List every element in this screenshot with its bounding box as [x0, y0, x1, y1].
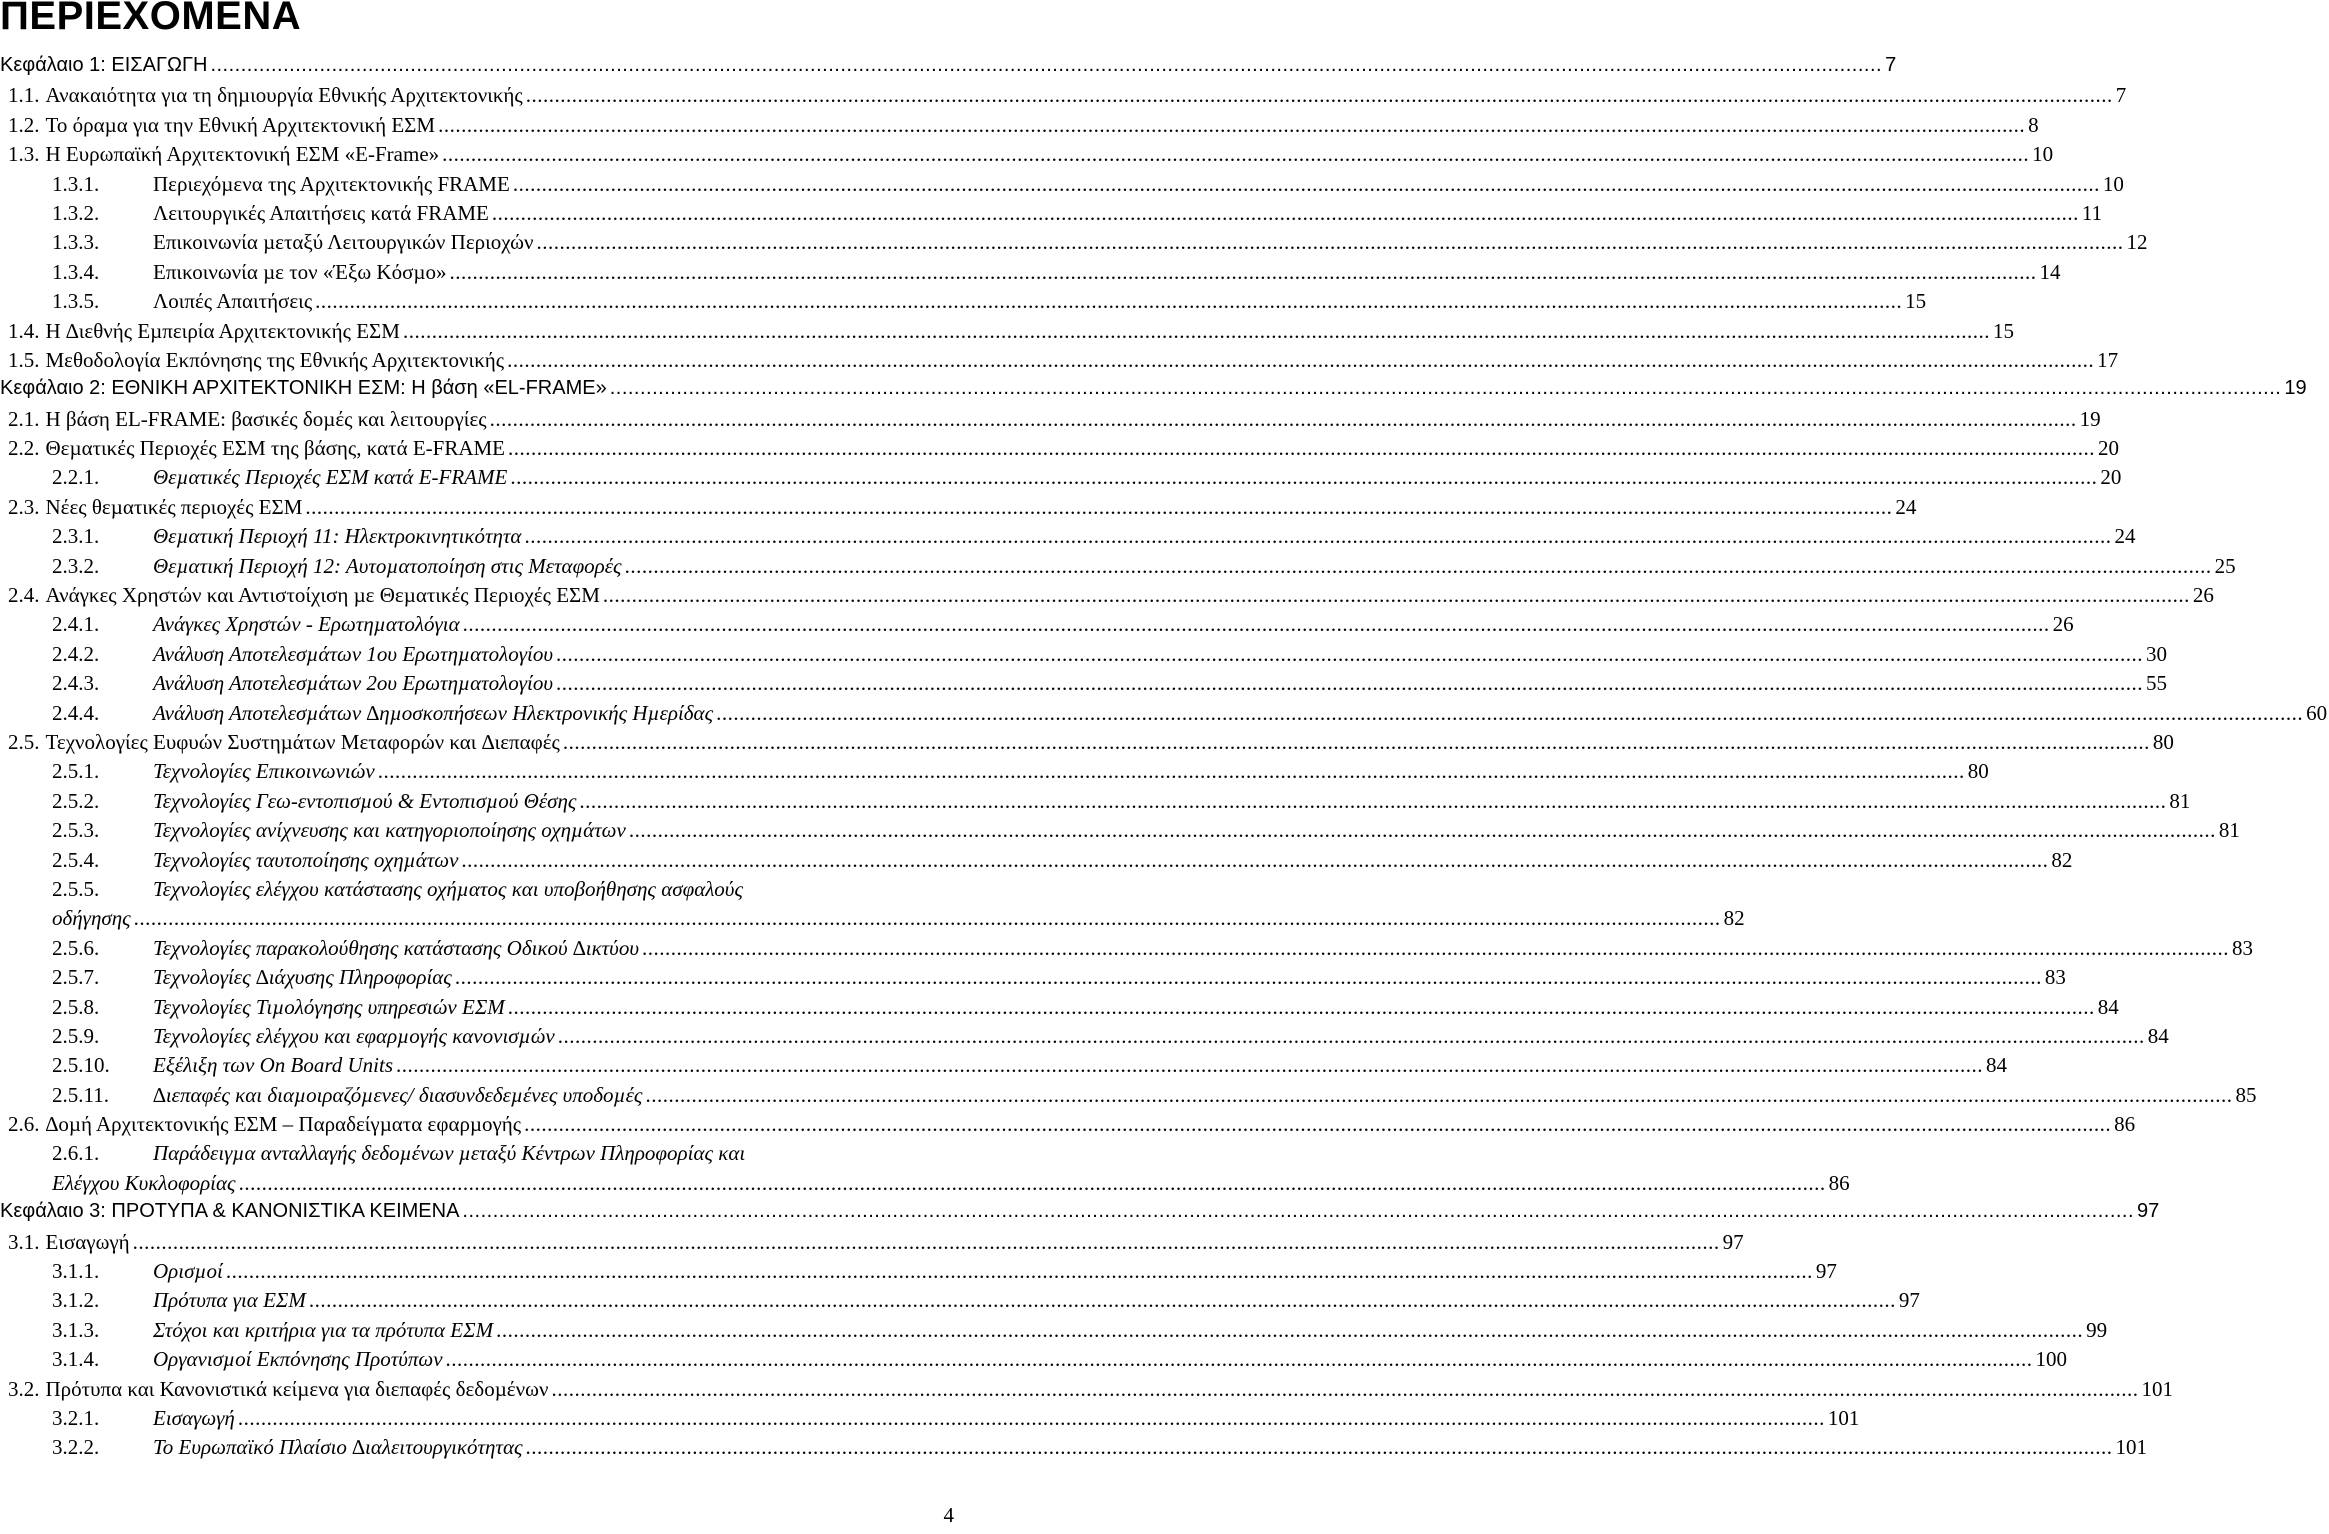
toc-entry-page: 10: [2032, 142, 2054, 167]
toc-entry-page: 85: [2235, 1082, 2257, 1107]
toc-entry-page: 101: [2115, 1435, 2147, 1460]
toc-entry[interactable]: [0, 524, 2136, 553]
toc-entry[interactable]: [0, 465, 2122, 494]
toc-entry-page: 100: [2035, 1347, 2068, 1372]
toc-entry-page: 55: [2145, 671, 2167, 696]
toc-leader-dots: [309, 1288, 1896, 1313]
toc-leader-dots: [378, 759, 1965, 784]
toc-entry-page: 60: [2306, 700, 2328, 725]
toc-entry-number: 3.2.2.: [52, 1435, 100, 1460]
toc-entry[interactable]: [0, 1112, 2136, 1141]
toc-entry-page: 97: [1815, 1259, 1837, 1284]
toc-entry[interactable]: [0, 1141, 960, 1170]
toc-entry-page: 14: [2039, 259, 2061, 284]
toc-entry-number: 2.3.: [8, 494, 40, 519]
toc-entry-number: 2.2.1.: [52, 465, 100, 490]
toc-entry[interactable]: [0, 1317, 2108, 1347]
toc-entry-title: Τεχνολογίες Τιµολόγησης υπηρεσιών ΕΣΜ: [153, 994, 505, 1019]
toc-entry-continuation[interactable]: [0, 906, 1745, 935]
toc-entry-title: Τεχνολογίες Γεω-εντοπισµού & Εντοπισµού Θέσης: [153, 788, 577, 813]
toc-entry-page: 99: [2086, 1317, 2108, 1342]
toc-leader-dots: [507, 348, 2094, 373]
toc-entry-title: Κεφάλαιο 1: ΕΙΣΑΓΩΓΗ: [0, 54, 208, 76]
toc-entry[interactable]: [0, 553, 2236, 583]
toc-entry[interactable]: [0, 729, 2174, 759]
toc-leader-dots: [315, 289, 1902, 314]
toc-entry-title-continued: οδήγησης: [52, 906, 131, 931]
toc-entry-title: ∆ιεπαφές και διαµοιραζόµενες/ διασυνδεδεµένες υποδοµές: [153, 1082, 643, 1107]
toc-entry-title: Ανάγκες Χρηστών - Ερωτηµατολόγια: [153, 612, 460, 637]
toc-entry-title: Στόχοι και κριτήρια για τα πρότυπα ΕΣΜ: [153, 1317, 494, 1342]
toc-entry-number: 2.5.1.: [52, 759, 100, 784]
toc-leader-dots: [642, 936, 2229, 961]
toc-entry-page: 83: [2231, 935, 2253, 960]
toc-entry-number: 1.5.: [8, 347, 40, 372]
toc-entry-title: Θεµατικές Περιοχές ΕΣΜ κατά E-FRAME: [153, 465, 508, 490]
toc-entry[interactable]: [0, 877, 960, 906]
toc-entry-page: 97: [1898, 1288, 1920, 1313]
toc-leader-dots: [716, 701, 2303, 726]
toc-entry-title: Η βάση EL-FRAME: βασικές δοµές και λειτουργίες: [45, 406, 487, 431]
toc-entry-page: 12: [2126, 230, 2148, 255]
toc-entry-number: 2.5.: [8, 729, 40, 754]
toc-entry-title: Πρότυπα και Κανονιστικά κείµενα για διεπαφές δεδοµένων: [45, 1376, 549, 1401]
toc-leader-dots: [396, 1053, 1983, 1078]
toc-entry-title: Εισαγωγή: [153, 1405, 235, 1430]
toc-entry-title: Πρότυπα για ΕΣΜ: [153, 1288, 306, 1313]
toc-entry-page: 17: [2097, 347, 2119, 372]
toc-entry-title: Επικοινωνία µε τον «Έξω Κόσµο»: [153, 259, 447, 284]
toc-entry-number: 2.3.2.: [52, 553, 100, 578]
toc-entry-number: 3.2.1.: [52, 1405, 100, 1430]
toc-entry[interactable]: [0, 1023, 2169, 1053]
toc-entry-page: 15: [1992, 318, 2014, 343]
toc-entry[interactable]: [0, 1082, 2257, 1112]
toc-entry-title: Ορισµοί: [153, 1259, 223, 1284]
toc-leader-dots: [210, 54, 1882, 77]
toc-entry-title: Η Ευρωπαϊκή Αρχιτεκτονική ΕΣΜ «E-Frame»: [45, 142, 440, 167]
toc-entry-page: 101: [1827, 1405, 1860, 1430]
toc-leader-dots: [442, 142, 2029, 167]
toc-entry-number: 3.1.1.: [52, 1259, 100, 1284]
toc-entry-page: 97: [2137, 1200, 2160, 1223]
toc-entry-number: 1.3.5.: [52, 289, 100, 314]
toc-entry[interactable]: [0, 612, 2074, 641]
toc-leader-dots: [536, 230, 2123, 255]
toc-entry[interactable]: [0, 965, 2066, 994]
toc-entry-page: 86: [2114, 1112, 2136, 1137]
page-title: ΠΕΡΙΕΧΟΜΕΝΑ: [0, 0, 302, 38]
toc-entry[interactable]: [0, 377, 2307, 406]
toc-leader-dots: [625, 554, 2212, 579]
toc-entry[interactable]: [0, 1259, 1837, 1288]
toc-leader-dots: [563, 730, 2150, 755]
toc-entry-page: 84: [2097, 994, 2119, 1019]
toc-leader-dots: [629, 818, 2216, 843]
toc-entry[interactable]: [0, 583, 2214, 612]
toc-entry-title: Τεχνολογίες ελέγχου κατάστασης οχήµατος και υποβοήθησης ασφαλούς: [153, 876, 743, 901]
toc-entry-number: 3.2.: [8, 1376, 40, 1401]
toc-entry-title: Οργανισµοί Εκπόνησης Προτύπων: [153, 1347, 443, 1372]
toc-entry-title: Κεφάλαιο 3: ΠΡΟΤΥΠΑ & ΚΑΝΟΝΙΣΤΙΚΑ ΚΕΙΜΕΝΑ: [0, 1200, 460, 1223]
toc-entry[interactable]: [0, 1347, 2068, 1376]
toc-leader-dots: [403, 319, 1990, 344]
toc-entry-page: 80: [2152, 729, 2174, 754]
toc-leader-dots: [239, 1171, 1826, 1196]
toc-entry[interactable]: [0, 671, 2167, 700]
toc-leader-dots: [492, 201, 2079, 226]
toc-leader-dots: [438, 113, 2025, 138]
toc-leader-dots: [305, 495, 1892, 520]
toc-entry-page: 26: [2192, 583, 2214, 608]
toc-entry-number: 2.5.3.: [52, 818, 100, 843]
toc-entry-number: 2.2.: [8, 436, 40, 461]
toc-entry[interactable]: [0, 347, 2119, 377]
toc-entry-number: 2.3.1.: [52, 524, 100, 549]
toc-entry-page: 97: [1722, 1229, 1744, 1254]
toc-entry-title: Ανάλυση Αποτελεσµάτων 2ου Ερωτηµατολογίου: [153, 671, 553, 696]
toc-entry-page: 25: [2214, 553, 2236, 578]
toc-entry-title: Θεµατική Περιοχή 12: Αυτοµατοποίηση στις Μεταφορές: [153, 553, 622, 578]
toc-entry[interactable]: [0, 171, 2124, 201]
toc-entry[interactable]: [0, 788, 2191, 818]
toc-entry-page: 82: [1723, 906, 1745, 931]
toc-leader-dots: [556, 642, 2143, 667]
toc-entry-title: Εξέλιξη των On Board Units: [153, 1053, 393, 1078]
toc-leader-dots: [579, 789, 2166, 814]
toc-entry-page: 86: [1828, 1170, 1850, 1195]
toc-entry-number: 1.3.4.: [52, 259, 100, 284]
toc-entry[interactable]: [0, 406, 2101, 436]
toc-entry-number: 2.5.9.: [52, 1023, 100, 1048]
toc-leader-dots: [610, 377, 2282, 400]
toc-entry-page: 10: [2102, 171, 2124, 196]
toc-entry-page: 11: [2081, 200, 2103, 225]
toc-entry-number: 1.3.3.: [52, 230, 100, 255]
toc-entry-number: 3.1.: [8, 1229, 40, 1254]
toc-entry[interactable]: [0, 112, 2039, 142]
toc-leader-dots: [603, 583, 2190, 608]
toc-entry-number: 1.3.2.: [52, 200, 100, 225]
toc-entry-continuation[interactable]: [0, 1170, 1850, 1200]
toc-entry[interactable]: [0, 759, 1989, 788]
toc-leader-dots: [463, 612, 2050, 637]
toc-leader-dots: [238, 1406, 1825, 1431]
toc-entry[interactable]: [0, 818, 2240, 847]
toc-entry-title: Ανάλυση Αποτελεσµάτων 1ου Ερωτηµατολογίου: [153, 641, 553, 666]
toc-leader-dots: [455, 965, 2042, 990]
toc-entry-title: Τεχνολογίες ταυτοποίησης οχηµάτων: [153, 847, 459, 872]
toc-leader-dots: [558, 1024, 2145, 1049]
toc-entry[interactable]: [0, 200, 2103, 230]
toc-entry-page: 19: [2284, 377, 2307, 400]
toc-leader-dots: [551, 1377, 2138, 1402]
toc-entry-number: 2.4.: [8, 583, 40, 608]
toc-entry-number: 1.4.: [8, 318, 40, 343]
toc-leader-dots: [526, 1435, 2113, 1460]
toc-entry-title: Ανάλυση Αποτελεσµάτων ∆ηµοσκοπήσεων Ηλεκτρονικής Ηµερίδας: [153, 700, 714, 725]
toc-entry-page: 19: [2079, 406, 2101, 431]
toc-entry-page: 84: [2147, 1023, 2169, 1048]
toc-entry-title: Παράδειγµα ανταλλαγής δεδοµένων µεταξύ Κέντρων Πληροφορίας και: [153, 1141, 746, 1166]
toc-leader-dots: [450, 260, 2037, 285]
toc-entry-page: 7: [2115, 83, 2127, 108]
toc-entry-title: Θεµατικές Περιοχές ΕΣΜ της βάσης, κατά E-FRAME: [45, 436, 505, 461]
toc-entry-page: 81: [2169, 788, 2191, 813]
toc-leader-dots: [490, 407, 2077, 432]
toc-entry-page: 101: [2141, 1376, 2173, 1401]
toc-entry-number: 2.4.3.: [52, 671, 100, 696]
toc-entry-title: Το Ευρωπαϊκό Πλαίσιο ∆ιαλειτουργικότητας: [153, 1435, 523, 1460]
toc-entry-page: 20: [2100, 465, 2122, 490]
toc-leader-dots: [556, 671, 2143, 696]
toc-leader-dots: [461, 848, 2048, 873]
toc-entry-page: 80: [1967, 759, 1989, 784]
toc-leader-dots: [513, 172, 2100, 197]
toc-entry-title: Τεχνολογίες Ευφυών Συστηµάτων Μεταφορών και ∆ιεπαφές: [45, 729, 560, 754]
toc-entry-page: 20: [2098, 436, 2119, 461]
toc-entry-page: 84: [1986, 1053, 2007, 1078]
toc-entry-number: 1.2.: [8, 112, 40, 137]
toc-entry-title: Θεµατική Περιοχή 11: Ηλεκτροκινητικότητα: [153, 524, 522, 549]
toc-entry-number: 3.1.4.: [52, 1347, 100, 1372]
toc-entry-page: 81: [2218, 818, 2240, 843]
toc-entry-title: Λοιπές Απαιτήσεις: [153, 289, 313, 314]
toc-entry-page: 30: [2145, 641, 2167, 666]
toc-entry-number: 2.5.8.: [52, 994, 100, 1019]
toc-entry-number: 2.5.10.: [52, 1053, 110, 1078]
toc-entry[interactable]: [0, 1405, 1860, 1435]
toc-entry-title: Τεχνολογίες Επικοινωνιών: [153, 759, 375, 784]
toc-entry-title: Κεφάλαιο 2: ΕΘΝΙΚΗ ΑΡΧΙΤΕΚΤΟΝΙΚΗ ΕΣΜ: Η βάση «EL-FRAME»: [0, 377, 607, 400]
toc-entry-title: Εισαγωγή: [45, 1229, 130, 1254]
toc-leader-dots: [508, 995, 2095, 1020]
toc-entry-page: 8: [2028, 112, 2039, 137]
toc-entry-title-continued: Ελέγχου Κυκλοφορίας: [52, 1170, 236, 1195]
toc-leader-dots: [645, 1083, 2232, 1108]
toc-leader-dots: [133, 1230, 1720, 1255]
toc-entry-number: 1.3.1.: [52, 171, 100, 196]
toc-entry-title: Τεχνολογίες ∆ιάχυσης Πληροφορίας: [153, 965, 452, 990]
toc-entry-number: 2.5.5.: [52, 876, 100, 901]
toc-entry[interactable]: [0, 1229, 1744, 1259]
toc-entry-page: 24: [2114, 524, 2136, 549]
toc-entry-number: 2.1.: [8, 406, 40, 431]
toc-entry-title: Επικοινωνία µεταξύ Λειτουργικών Περιοχών: [153, 230, 534, 255]
toc-entry-number: 2.4.4.: [52, 700, 100, 725]
toc-entry-number: 2.5.6.: [52, 935, 100, 960]
toc-leader-dots: [524, 1112, 2111, 1137]
toc-entry-number: 2.5.4.: [52, 847, 100, 872]
toc-entry-number: 2.6.1.: [52, 1141, 100, 1166]
toc-entry-page: 15: [1905, 289, 1927, 314]
toc-entry-title: Τεχνολογίες ελέγχου και εφαρµογής κανονισµών: [153, 1023, 555, 1048]
toc-entry[interactable]: [0, 935, 2253, 965]
toc-entry[interactable]: [0, 436, 2119, 465]
toc-entry-title: ∆οµή Αρχιτεκτονικής ΕΣΜ – Παραδείγµατα εφαρµογής: [45, 1112, 522, 1137]
toc-leader-dots: [134, 906, 1721, 931]
toc-entry[interactable]: [0, 1200, 2160, 1229]
toc-entry-title: Το όραµα για την Εθνική Αρχιτεκτονική ΕΣΜ: [45, 112, 436, 137]
toc-entry-number: 2.4.1.: [52, 612, 100, 637]
toc-entry-title: Λειτουργικές Απαιτήσεις κατά FRAME: [153, 200, 489, 225]
toc-entry-number: 1.1.: [8, 83, 40, 108]
toc-entry-page: 7: [1885, 54, 1897, 76]
toc-entry-number: 2.5.2.: [52, 788, 100, 813]
toc-entry[interactable]: [0, 847, 2073, 877]
toc-leader-dots: [508, 436, 2095, 461]
toc-entry[interactable]: [0, 641, 2167, 671]
toc-entry[interactable]: [0, 54, 1897, 83]
toc-entry-number: 3.1.3.: [52, 1317, 100, 1342]
page-number: 4: [943, 1503, 954, 1527]
toc-entry-title: Ανακαιότητα για τη δηµιουργία Εθνικής Αρχιτεκτονικής: [45, 83, 523, 108]
toc-entry-title: Ανάγκες Χρηστών και Αντιστοίχιση µε Θεµατικές Περιοχές ΕΣΜ: [45, 583, 600, 608]
toc-entry[interactable]: [0, 1435, 2147, 1464]
toc-leader-dots: [226, 1259, 1813, 1284]
toc-entry[interactable]: [0, 994, 2119, 1024]
toc-entry-page: 83: [2044, 965, 2066, 990]
toc-entry-title: Νέες θεµατικές περιοχές ΕΣΜ: [45, 494, 303, 519]
toc-entry[interactable]: [0, 318, 2014, 348]
toc-leader-dots: [496, 1318, 2083, 1343]
toc-entry-number: 2.6.: [8, 1112, 40, 1137]
toc-leader-dots: [510, 465, 2097, 490]
toc-entry-number: 2.5.11.: [52, 1082, 109, 1107]
toc-leader-dots: [526, 83, 2113, 108]
toc-entry-number: 2.4.2.: [52, 641, 100, 666]
toc-entry-page: 26: [2052, 612, 2074, 637]
toc-entry[interactable]: [0, 700, 2328, 730]
toc-entry-title: Τεχνολογίες ανίχνευσης και κατηγοριοποίησης οχηµάτων: [153, 818, 626, 843]
toc-entry-number: 2.5.7.: [52, 965, 100, 990]
toc-entry[interactable]: [0, 259, 2061, 289]
toc-entry-page: 24: [1895, 494, 1917, 519]
toc-entry[interactable]: [0, 142, 2054, 171]
toc-entry-page: 82: [2051, 847, 2073, 872]
toc-entry[interactable]: [0, 494, 1917, 524]
toc-entry-title: Η ∆ιεθνής Εµπειρία Αρχιτεκτονικής ΕΣΜ: [45, 318, 400, 343]
toc-entry-number: 1.3.: [8, 142, 40, 167]
toc-entry[interactable]: [0, 1376, 2173, 1406]
toc-entry[interactable]: [0, 1288, 1920, 1317]
toc-entry-title: Περιεχόµενα της Αρχιτεκτονικής FRAME: [153, 171, 510, 196]
toc-entry-title: Μεθοδολογία Εκπόνησης της Εθνικής Αρχιτεκτονικής: [45, 347, 505, 372]
toc-entry[interactable]: [0, 289, 1927, 318]
toc-leader-dots: [462, 1200, 2134, 1223]
toc-leader-dots: [446, 1347, 2033, 1372]
table-of-contents: [0, 54, 2328, 1465]
toc-entry[interactable]: [0, 83, 2127, 112]
toc-entry-title: Τεχνολογίες παρακολούθησης κατάστασης Οδικού ∆ικτύου: [153, 935, 639, 960]
toc-entry[interactable]: [0, 1053, 2007, 1082]
toc-leader-dots: [524, 524, 2111, 549]
toc-entry-number: 3.1.2.: [52, 1288, 100, 1313]
toc-entry[interactable]: [0, 230, 2148, 259]
